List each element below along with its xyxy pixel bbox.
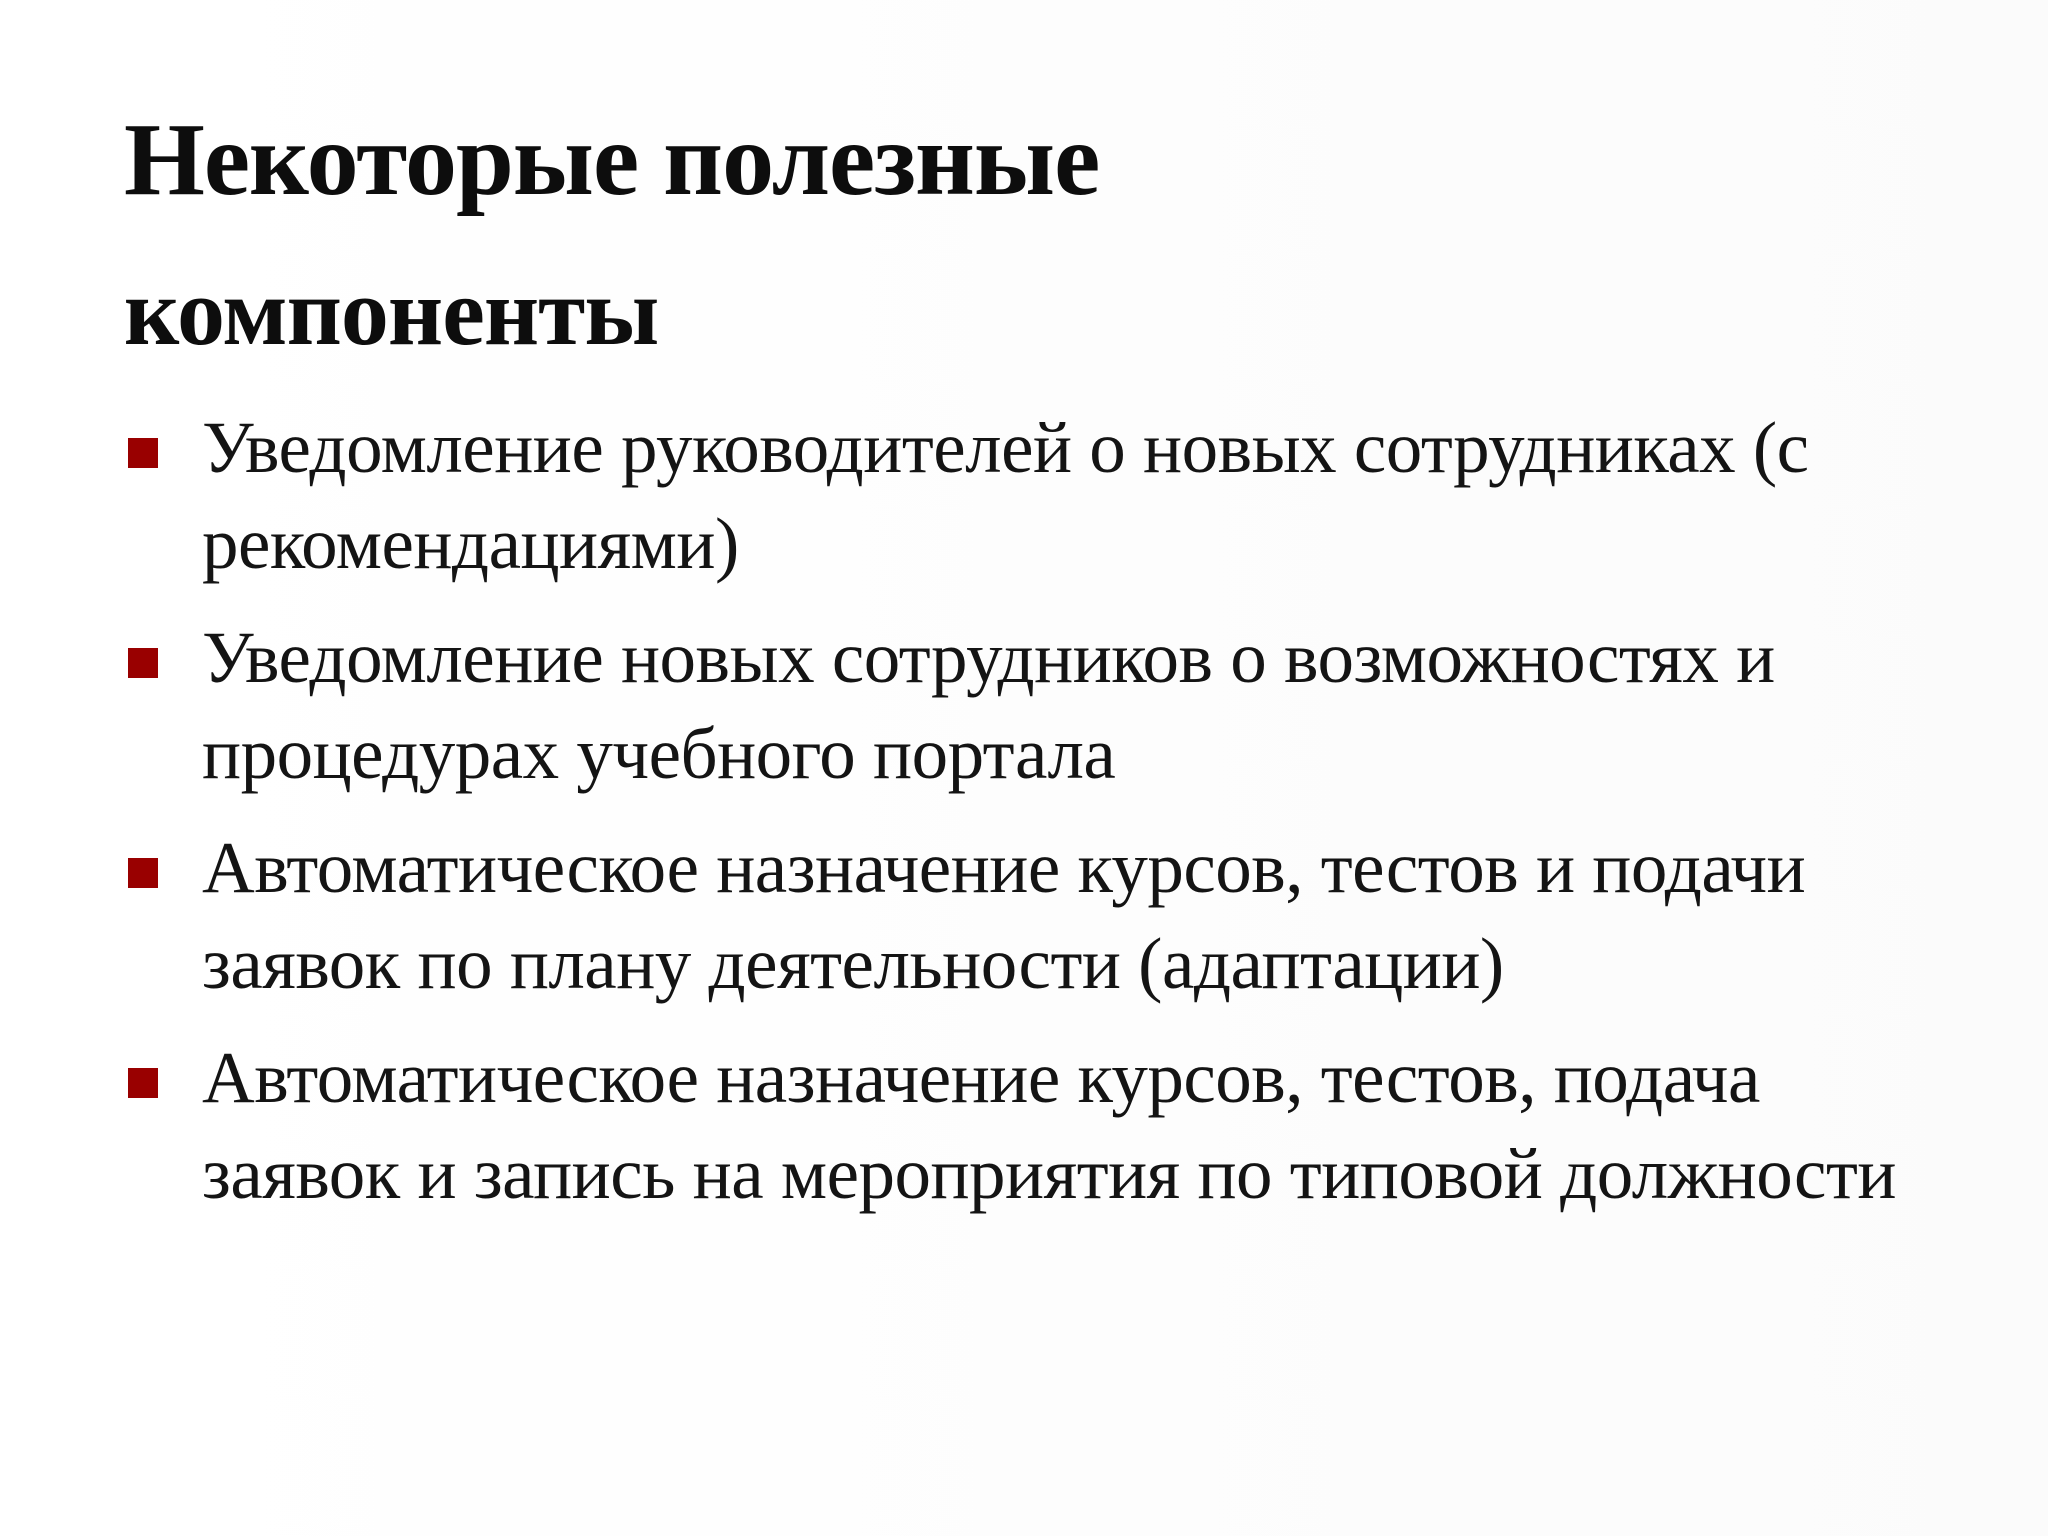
slide-title-line-2: компоненты (124, 258, 659, 365)
bullet-item (124, 400, 1944, 592)
square-bullet-icon (128, 858, 158, 888)
square-bullet-icon (128, 438, 158, 468)
bullet-list (124, 400, 1944, 1240)
slide-title (124, 84, 1824, 388)
slide-title-line-1: Некоторые полезные (124, 102, 1100, 217)
bullet-text: Уведомление новых сотрудников о возможностях и процедурах учебного портала (202, 617, 1775, 794)
square-bullet-icon (128, 1068, 158, 1098)
bullet-item (124, 610, 1944, 802)
bullet-item (124, 1030, 1944, 1222)
bullet-text: Автоматическое назначение курсов, тестов и подачи заявок по плану деятельности (адаптации) (202, 827, 1806, 1004)
bullet-text: Уведомление руководителей о новых сотрудниках (с рекомендациями) (202, 407, 1809, 584)
bullet-item (124, 820, 1944, 1012)
bullet-text: Автоматическое назначение курсов, тестов, подача заявок и запись на мероприятия по типовой должности (202, 1037, 1896, 1214)
square-bullet-icon (128, 648, 158, 678)
